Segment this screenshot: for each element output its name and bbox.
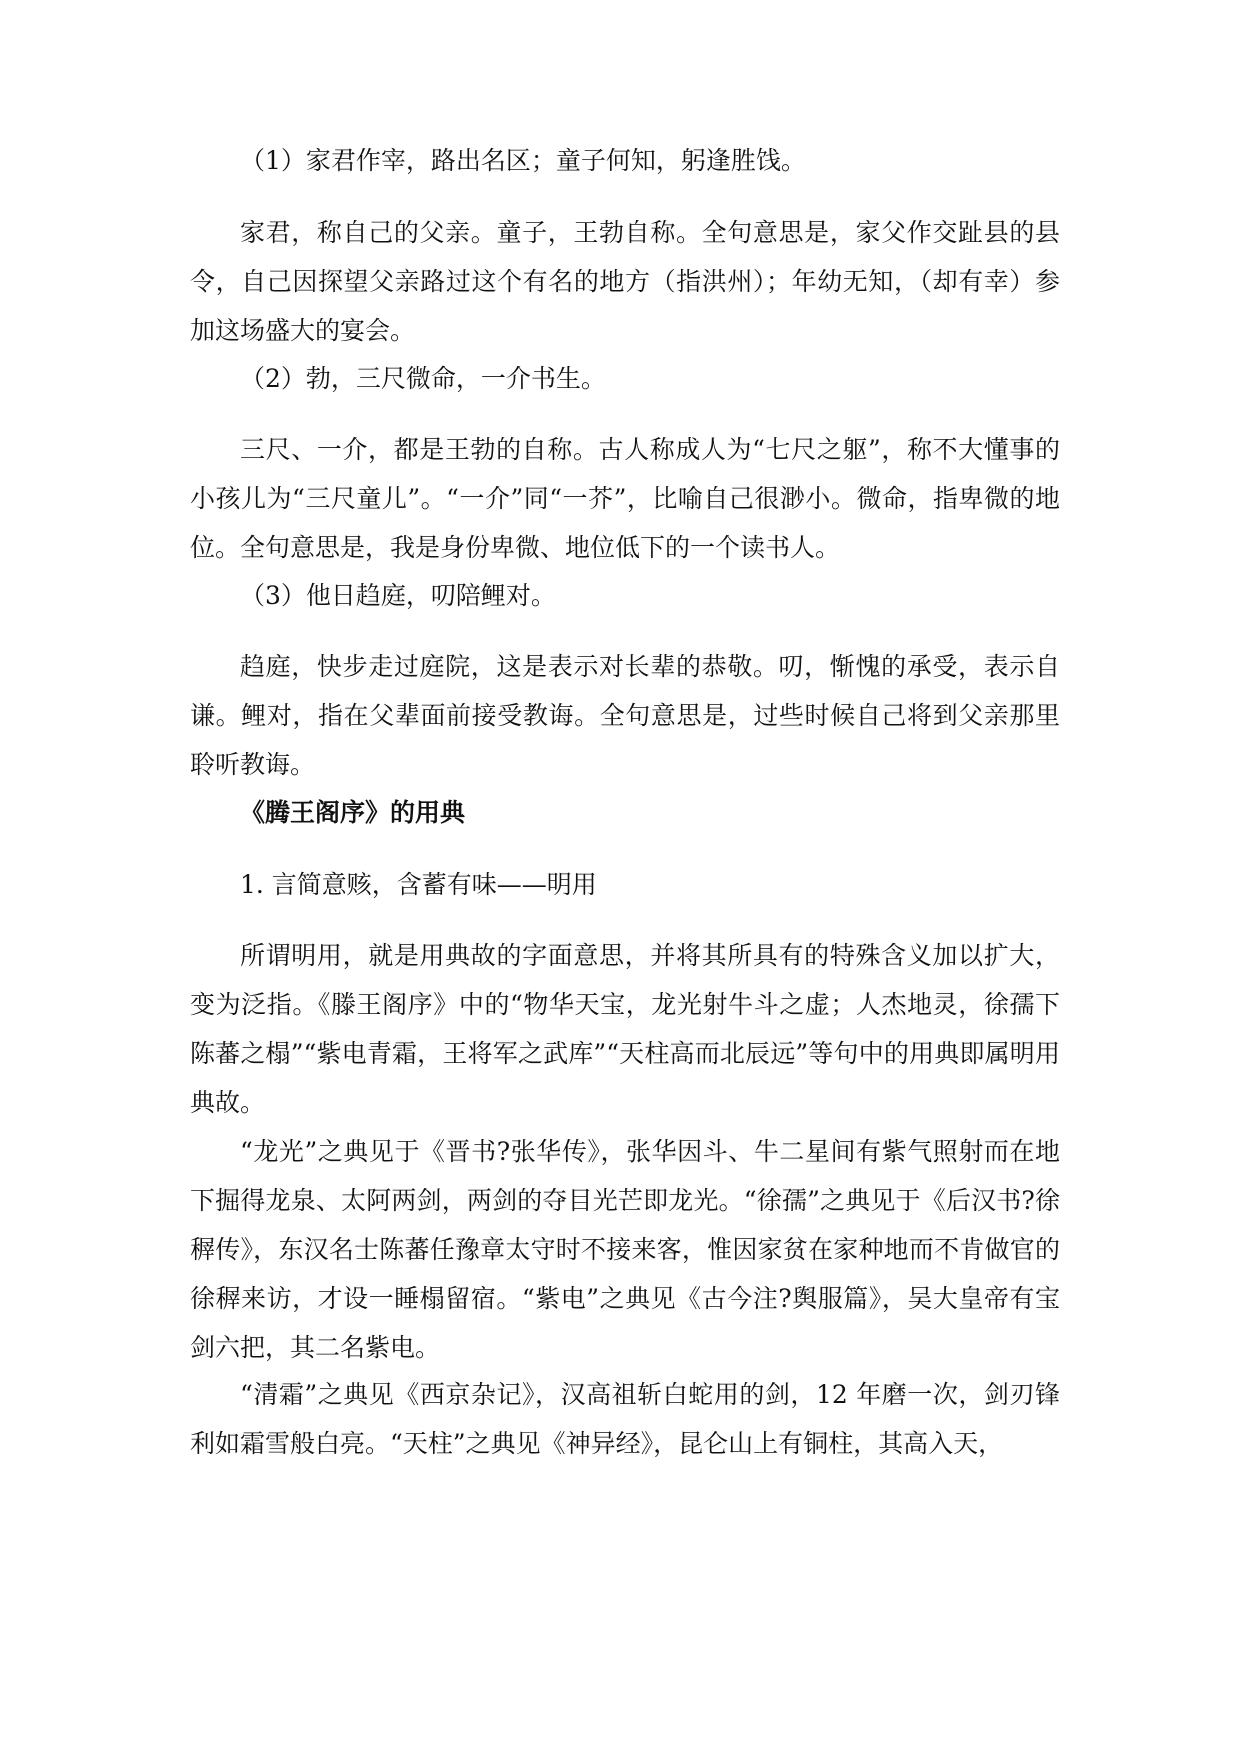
quote-paragraph-1: （1）家君作宰，路出名区；童子何知，躬逢胜饯。 bbox=[240, 146, 806, 175]
explanation-paragraph-3: 趋庭，快步走过庭院，这是表示对长辈的恭敬。叨，惭愧的承受，表示自谦。鲤对，指在父辈面前接受教诲。全句意思是，过些时候自己将到父亲那里聆听教诲。 bbox=[190, 652, 1060, 779]
subheading-paragraph: 1. 言简意赅，含蓄有味——明用 bbox=[240, 870, 597, 899]
section-heading: 《腾王阁序》的用典 bbox=[240, 798, 466, 827]
body-paragraph-1: 所谓明用，就是用典故的字面意思，并将其所具有的特殊含义加以扩大，变为泛指。《滕王阁序》中的“物华天宝，龙光射牛斗之虚；人杰地灵，徐孺下陈蕃之榻”“紫电青霜，王将军之武库”“天柱高而北辰远”等句中的用典即属明用典故。 bbox=[190, 941, 1060, 1117]
explanation-paragraph-1: 家君，称自己的父亲。童子，王勃自称。全句意思是，家父作交趾县的县令，自己因探望父亲路过这个有名的地方（指洪州）；年幼无知，（却有幸）参加这场盛大的宴会。 bbox=[190, 218, 1060, 345]
body-paragraph-3: “清霜”之典见《西京杂记》，汉高祖斩白蛇用的剑，12 年磨一次，剑刃锋利如霜雪般白亮。“天柱”之典见《神异经》，昆仑山上有铜柱，其高入天， bbox=[190, 1380, 1060, 1458]
body-paragraph-2: “龙光”之典见于《晋书?张华传》，张华因斗、牛二星间有紫气照射而在地下掘得龙泉、太阿两剑，两剑的夺目光芒即龙光。“徐孺”之典见于《后汉书?徐稺传》，东汉名士陈蕃任豫章太守时不接来客，惟因家贫在家种地而不肯做官的徐稺来访，才设一睡榻留宿。“紫电”之典见《古今注?舆服篇》，吴大皇帝有宝剑六把，其二名紫电。 bbox=[190, 1137, 1060, 1362]
explanation-paragraph-2: 三尺、一介，都是王勃的自称。古人称成人为“七尺之躯”，称不大懂事的小孩儿为“三尺童儿”。“一介”同“一芥”，比喻自己很渺小。微命，指卑微的地位。全句意思是，我是身份卑微、地位低下的一个读书人。 bbox=[190, 435, 1060, 562]
quote-paragraph-2: （2）勃，三尺微命，一介书生。 bbox=[240, 364, 606, 393]
quote-paragraph-3: （3）他日趋庭，叨陪鲤对。 bbox=[240, 581, 556, 610]
